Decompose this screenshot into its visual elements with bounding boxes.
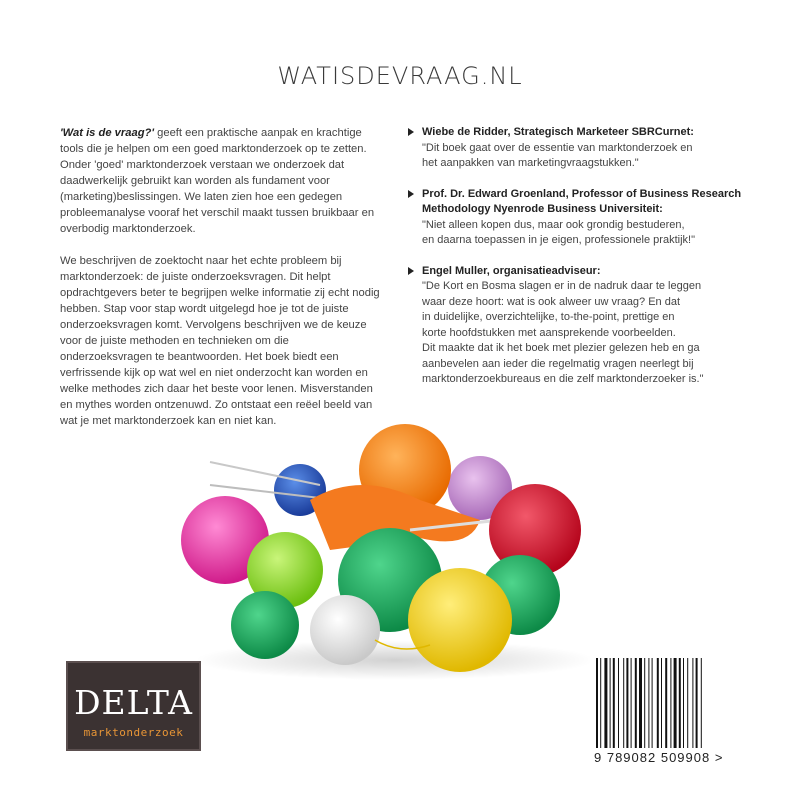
quote-author: Engel Muller, organisatieadviseur: — [422, 264, 601, 277]
barcode-image — [590, 656, 740, 752]
barcode-bar — [644, 658, 645, 748]
barcode-bar — [674, 658, 677, 748]
bullet-arrow-icon — [408, 267, 414, 275]
description-column — [60, 125, 380, 445]
quote-text: "Dit boek gaat over de essentie van marktonderzoek en het aanpakken van marketingvraagstukken." — [422, 141, 693, 169]
quote-item — [408, 125, 743, 172]
quotes-column — [408, 125, 743, 403]
barcode-bar — [610, 658, 611, 748]
delta-logo — [66, 661, 201, 751]
quote-author: Prof. Dr. Edward Groenland, Professor of Business Research Methodology Nyenrode Business Universiteit: — [422, 187, 742, 215]
barcode-bar — [639, 658, 642, 748]
barcode-bar — [596, 658, 598, 748]
barcode-bar — [635, 658, 637, 748]
barcode-bar — [692, 658, 693, 748]
barcode-bar — [665, 658, 667, 748]
site-title: WATISDEVRAAG.NL — [277, 62, 523, 90]
quote-item — [408, 264, 743, 388]
barcode-bar — [687, 658, 688, 748]
barcode-bar — [623, 658, 624, 748]
barcode-bar — [613, 658, 615, 748]
barcode-bar — [618, 658, 619, 748]
green-yarn-ball — [231, 591, 299, 659]
logo-wordmark: DELTA — [74, 683, 193, 722]
white-yarn-ball — [310, 595, 380, 665]
barcode-bar — [657, 658, 659, 748]
barcode-bar — [679, 658, 681, 748]
yellow-yarn-ball — [408, 568, 512, 672]
barcode-bar — [661, 658, 662, 748]
intro-paragraph-text: geeft een praktische aanpak en krachtige tools die je helpen om een goed marktonderzoek op te zetten. Onder 'goed' marktonderzoek verstaan we onderzoek dat daadwerkelijk gebruikt kan worden als fundament voor (marketing)beslissingen. We laten zien hoe een gedegen probleemanalyse vooraf het verschil maakt tussen bruikbaar en overbodig marktonderzoek. — [60, 127, 375, 235]
yarn-balls-image — [180, 420, 600, 680]
barcode-bar — [626, 658, 628, 748]
bullet-arrow-icon — [408, 128, 414, 136]
quote-text: "De Kort en Bosma slagen er in de nadruk daar te leggen waar deze hoort: wat is ook alweer uw vraag? En dat in duidelijke, overzichtelijke, to-the-point, prettige en korte hoofdstukken met aansprekende voorbeelden. Dit maakte dat ik het boek met plezier gelezen heb en ga aanbevelen aan ieder die regelmatig vragen neerlegt bij marktonderzoekbureaus en die zelf marktonderzoeker is." — [422, 280, 704, 385]
intro-paragraph — [60, 125, 380, 237]
second-paragraph: We beschrijven de zoektocht naar het echte probleem bij marktonderzoek: de juiste onderzoeksvragen. Dit helpt opdrachtgevers beter te begrijpen welke informatie zij echt nodig hebben. Stap voor stap wordt uitgelegd hoe je tot de juiste onderzoeksvragen komt. Vervolgens beschrijven we de keuze voor de juiste methoden en technieken om die onderzoeksvragen te beantwoorden. Het boek biedt een verfrissende kijk op wat wel en niet onderzocht kan worden en welke methodes zich daar het beste voor lenen. Misverstanden en mythes worden ontzenuwd. Zo ontstaat een reëel beeld van wat je met marktonderzoek kan en niet kan. — [60, 255, 380, 427]
barcode-bar — [652, 658, 653, 748]
barcode-bar — [701, 658, 702, 748]
barcode-bar — [604, 658, 607, 748]
quote-item — [408, 187, 743, 249]
bullet-arrow-icon — [408, 190, 414, 198]
quote-text: "Niet alleen kopen dus, maar ook grondig bestuderen, en daarna toepassen in je eigen, professionele praktijk!" — [422, 218, 695, 246]
book-title-emphasis: 'Wat is de vraag?' — [60, 127, 155, 139]
quote-author: Wiebe de Ridder, Strategisch Marketeer SBRCurnet: — [422, 126, 694, 138]
barcode-bar — [696, 658, 698, 748]
barcode-bar — [648, 658, 649, 748]
barcode-bar — [683, 658, 684, 748]
isbn-number: 9 789082 509908 > — [594, 750, 724, 765]
barcode-bar — [631, 658, 632, 748]
logo-subtitle: marktonderzoek — [83, 726, 184, 739]
barcode-bar — [600, 658, 601, 748]
barcode-bar — [670, 658, 671, 748]
